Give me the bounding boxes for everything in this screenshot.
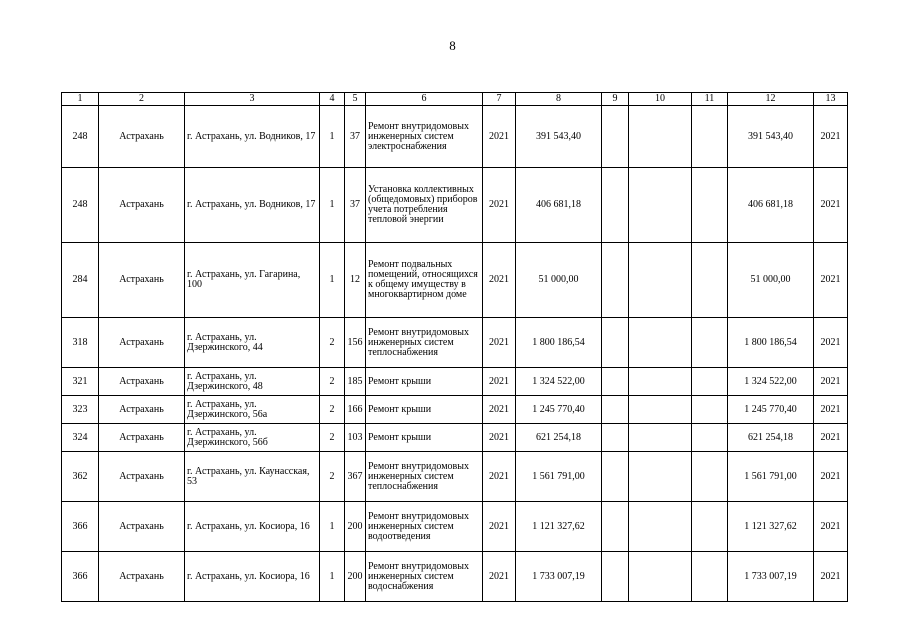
cell-year-built: 37 — [345, 106, 366, 168]
cell-end-year: 2021 — [814, 424, 848, 452]
cell-fund-owners — [692, 502, 728, 552]
cell-material: 2 — [320, 452, 345, 502]
column-number: 1 — [62, 93, 99, 106]
cell-fund-local — [629, 106, 692, 168]
cell-municipality: Астрахань — [99, 396, 185, 424]
cell-fund-capital: 1 324 522,00 — [728, 368, 814, 396]
cell-row-number: 323 — [62, 396, 99, 424]
cell-row-number: 366 — [62, 552, 99, 602]
cell-municipality: Астрахань — [99, 243, 185, 318]
cell-end-year: 2021 — [814, 243, 848, 318]
cell-municipality: Астрахань — [99, 452, 185, 502]
cell-fund-local — [629, 368, 692, 396]
cell-row-number: 366 — [62, 502, 99, 552]
table-row — [62, 552, 848, 602]
column-number: 5 — [345, 93, 366, 106]
cell-fund-local — [629, 424, 692, 452]
cell-end-year: 2021 — [814, 502, 848, 552]
cell-year-built: 156 — [345, 318, 366, 368]
cell-work-type: Ремонт подвальных помещений, относящихся к общему имуществу в многоквартирном доме — [366, 243, 483, 318]
cell-fund-owners — [692, 318, 728, 368]
cell-material: 1 — [320, 243, 345, 318]
cell-fund-owners — [692, 396, 728, 424]
cell-year-built: 367 — [345, 452, 366, 502]
cell-end-year: 2021 — [814, 318, 848, 368]
cell-year-built: 200 — [345, 552, 366, 602]
cell-municipality: Астрахань — [99, 502, 185, 552]
table-row — [62, 502, 848, 552]
repair-program-table — [61, 92, 848, 602]
cell-work-type: Ремонт крыши — [366, 424, 483, 452]
cell-work-type: Ремонт крыши — [366, 368, 483, 396]
cell-year-built: 185 — [345, 368, 366, 396]
cell-work-type: Ремонт внутридомовых инженерных систем электроснабжения — [366, 106, 483, 168]
table-row — [62, 168, 848, 243]
table-row — [62, 396, 848, 424]
cell-year-built: 200 — [345, 502, 366, 552]
cell-fund-capital: 1 245 770,40 — [728, 396, 814, 424]
cell-municipality: Астрахань — [99, 318, 185, 368]
cell-cost-total: 1 800 186,54 — [516, 318, 602, 368]
column-number: 10 — [629, 93, 692, 106]
cell-address: г. Астрахань, ул. Гагарина, 100 — [185, 243, 320, 318]
cell-fund-owners — [692, 452, 728, 502]
cell-fund-regional — [602, 106, 629, 168]
cell-cost-total: 391 543,40 — [516, 106, 602, 168]
cell-start-year: 2021 — [483, 502, 516, 552]
cell-municipality: Астрахань — [99, 424, 185, 452]
cell-address: г. Астрахань, ул. Дзержинского, 56а — [185, 396, 320, 424]
column-number-row — [62, 93, 848, 106]
cell-fund-regional — [602, 318, 629, 368]
cell-start-year: 2021 — [483, 552, 516, 602]
table-row — [62, 452, 848, 502]
column-number: 7 — [483, 93, 516, 106]
cell-fund-local — [629, 318, 692, 368]
cell-cost-total: 1 561 791,00 — [516, 452, 602, 502]
column-number: 4 — [320, 93, 345, 106]
cell-start-year: 2021 — [483, 396, 516, 424]
cell-material: 2 — [320, 318, 345, 368]
cell-fund-capital: 51 000,00 — [728, 243, 814, 318]
cell-fund-capital: 1 733 007,19 — [728, 552, 814, 602]
cell-address: г. Астрахань, ул. Каунасская, 53 — [185, 452, 320, 502]
cell-start-year: 2021 — [483, 243, 516, 318]
cell-end-year: 2021 — [814, 452, 848, 502]
cell-fund-local — [629, 243, 692, 318]
cell-start-year: 2021 — [483, 318, 516, 368]
column-number: 12 — [728, 93, 814, 106]
cell-material: 2 — [320, 424, 345, 452]
cell-address: г. Астрахань, ул. Дзержинского, 44 — [185, 318, 320, 368]
cell-municipality: Астрахань — [99, 552, 185, 602]
cell-fund-capital: 391 543,40 — [728, 106, 814, 168]
cell-material: 1 — [320, 106, 345, 168]
cell-fund-owners — [692, 424, 728, 452]
cell-cost-total: 406 681,18 — [516, 168, 602, 243]
cell-address: г. Астрахань, ул. Водников, 17 — [185, 168, 320, 243]
cell-year-built: 37 — [345, 168, 366, 243]
cell-cost-total: 621 254,18 — [516, 424, 602, 452]
cell-fund-regional — [602, 502, 629, 552]
cell-municipality: Астрахань — [99, 368, 185, 396]
cell-fund-regional — [602, 243, 629, 318]
cell-fund-owners — [692, 552, 728, 602]
cell-fund-owners — [692, 368, 728, 396]
cell-fund-local — [629, 168, 692, 243]
cell-fund-regional — [602, 396, 629, 424]
cell-cost-total: 51 000,00 — [516, 243, 602, 318]
cell-fund-capital: 621 254,18 — [728, 424, 814, 452]
cell-fund-owners — [692, 168, 728, 243]
cell-end-year: 2021 — [814, 552, 848, 602]
cell-start-year: 2021 — [483, 424, 516, 452]
cell-row-number: 248 — [62, 106, 99, 168]
cell-material: 1 — [320, 168, 345, 243]
cell-fund-capital: 1 800 186,54 — [728, 318, 814, 368]
cell-year-built: 12 — [345, 243, 366, 318]
cell-start-year: 2021 — [483, 168, 516, 243]
cell-cost-total: 1 245 770,40 — [516, 396, 602, 424]
cell-municipality: Астрахань — [99, 106, 185, 168]
table-row — [62, 106, 848, 168]
cell-work-type: Ремонт внутридомовых инженерных систем теплоснабжения — [366, 452, 483, 502]
cell-fund-local — [629, 396, 692, 424]
table-row — [62, 424, 848, 452]
cell-address: г. Астрахань, ул. Косиора, 16 — [185, 552, 320, 602]
cell-cost-total: 1 324 522,00 — [516, 368, 602, 396]
column-number: 6 — [366, 93, 483, 106]
cell-start-year: 2021 — [483, 368, 516, 396]
cell-end-year: 2021 — [814, 168, 848, 243]
cell-address: г. Астрахань, ул. Косиора, 16 — [185, 502, 320, 552]
cell-cost-total: 1 733 007,19 — [516, 552, 602, 602]
cell-work-type: Ремонт внутридомовых инженерных систем водоотведения — [366, 502, 483, 552]
cell-end-year: 2021 — [814, 106, 848, 168]
cell-material: 1 — [320, 502, 345, 552]
cell-municipality: Астрахань — [99, 168, 185, 243]
table-row — [62, 318, 848, 368]
cell-start-year: 2021 — [483, 452, 516, 502]
cell-fund-capital: 1 121 327,62 — [728, 502, 814, 552]
cell-fund-local — [629, 452, 692, 502]
cell-end-year: 2021 — [814, 368, 848, 396]
cell-year-built: 166 — [345, 396, 366, 424]
cell-fund-local — [629, 552, 692, 602]
cell-start-year: 2021 — [483, 106, 516, 168]
table-row — [62, 243, 848, 318]
cell-fund-owners — [692, 106, 728, 168]
cell-row-number: 318 — [62, 318, 99, 368]
column-number: 2 — [99, 93, 185, 106]
cell-cost-total: 1 121 327,62 — [516, 502, 602, 552]
cell-year-built: 103 — [345, 424, 366, 452]
cell-fund-capital: 1 561 791,00 — [728, 452, 814, 502]
cell-fund-regional — [602, 424, 629, 452]
cell-material: 1 — [320, 552, 345, 602]
cell-address: г. Астрахань, ул. Дзержинского, 48 — [185, 368, 320, 396]
column-number: 9 — [602, 93, 629, 106]
cell-work-type: Ремонт внутридомовых инженерных систем водоснабжения — [366, 552, 483, 602]
column-number: 3 — [185, 93, 320, 106]
cell-row-number: 324 — [62, 424, 99, 452]
cell-row-number: 248 — [62, 168, 99, 243]
cell-address: г. Астрахань, ул. Дзержинского, 56б — [185, 424, 320, 452]
cell-row-number: 321 — [62, 368, 99, 396]
cell-work-type: Ремонт крыши — [366, 396, 483, 424]
cell-row-number: 362 — [62, 452, 99, 502]
cell-fund-regional — [602, 168, 629, 243]
cell-work-type: Установка коллективных (общедомовых) приборов учета потребления тепловой энергии — [366, 168, 483, 243]
cell-fund-local — [629, 502, 692, 552]
cell-fund-capital: 406 681,18 — [728, 168, 814, 243]
column-number: 11 — [692, 93, 728, 106]
cell-row-number: 284 — [62, 243, 99, 318]
cell-work-type: Ремонт внутридомовых инженерных систем теплоснабжения — [366, 318, 483, 368]
cell-fund-regional — [602, 368, 629, 396]
page-number: 8 — [449, 38, 456, 53]
column-number: 8 — [516, 93, 602, 106]
cell-fund-regional — [602, 452, 629, 502]
cell-material: 2 — [320, 396, 345, 424]
cell-fund-regional — [602, 552, 629, 602]
cell-fund-owners — [692, 243, 728, 318]
cell-end-year: 2021 — [814, 396, 848, 424]
table-row — [62, 368, 848, 396]
cell-material: 2 — [320, 368, 345, 396]
cell-address: г. Астрахань, ул. Водников, 17 — [185, 106, 320, 168]
column-number: 13 — [814, 93, 848, 106]
